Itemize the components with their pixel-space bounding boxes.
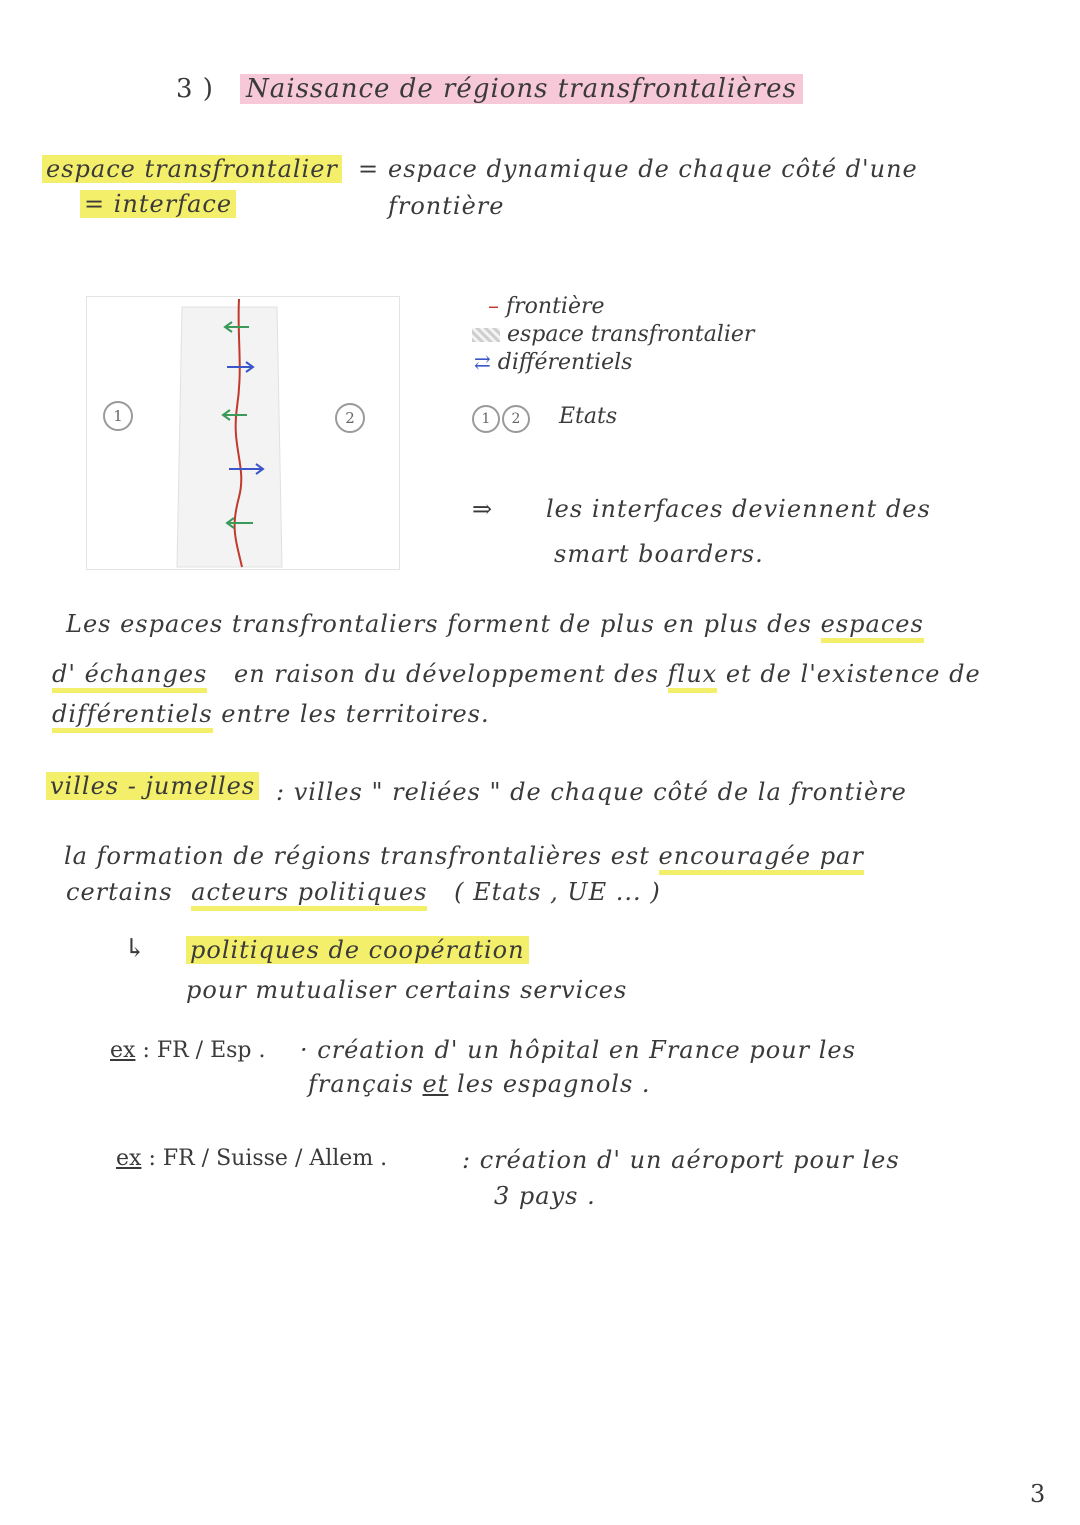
paragraph-line1 bbox=[66, 610, 924, 638]
definition-meaning-line1: espace dynamique de chaque côté d'une bbox=[388, 155, 918, 183]
formation-l2-highlight: acteurs politiques bbox=[191, 878, 427, 911]
formation-line2 bbox=[66, 878, 661, 906]
state-2-marker: 2 bbox=[335, 403, 365, 433]
conclusion-line1: les interfaces deviennent des bbox=[546, 495, 931, 523]
definition-meaning-line2: frontière bbox=[388, 192, 505, 220]
state-1-legend-icon: 1 bbox=[472, 405, 500, 433]
example-2-header bbox=[116, 1146, 387, 1171]
paragraph-l3-highlight: différentiels bbox=[52, 700, 213, 733]
paragraph-l3-text: entre les territoires. bbox=[221, 700, 490, 728]
example-1-line1: · création d' un hôpital en France pour les bbox=[300, 1036, 856, 1064]
hook-arrow-icon: ↳ bbox=[124, 934, 147, 964]
red-line-icon: – bbox=[488, 294, 499, 319]
border-diagram-drawing bbox=[87, 297, 399, 569]
paragraph-line2 bbox=[52, 660, 981, 688]
formation-l2-text-c: ( Etats , UE ... ) bbox=[454, 878, 661, 906]
conclusion-line2: smart boarders. bbox=[554, 540, 764, 568]
example-1-line2-c: les espagnols . bbox=[457, 1070, 651, 1098]
state-2-legend-icon: 2 bbox=[502, 405, 530, 433]
example-2-label: ex bbox=[116, 1146, 142, 1171]
formation-l1-highlight: encouragée par bbox=[659, 842, 864, 875]
paragraph-l2-text-b: en raison du développement des bbox=[233, 660, 659, 688]
twin-cities-definition: : villes " reliées " de chaque côté de la frontière bbox=[276, 778, 907, 806]
paragraph-line3 bbox=[52, 700, 490, 728]
example-1-line2-b: et bbox=[422, 1070, 449, 1098]
paragraph-l2-highlight-a: d' échanges bbox=[52, 660, 207, 693]
legend-differentials-label: différentiels bbox=[497, 350, 633, 375]
legend-space-label: espace transfrontalier bbox=[507, 322, 755, 347]
transborder-space-zone bbox=[177, 307, 282, 567]
example-2-countries: : FR / Suisse / Allem . bbox=[148, 1146, 388, 1171]
cooperation-detail: pour mutualiser certains services bbox=[186, 976, 628, 1004]
legend-differentials bbox=[474, 350, 632, 375]
paragraph-l1-text: Les espaces transfrontaliers forment de plus en plus des bbox=[66, 610, 812, 638]
border-diagram bbox=[86, 296, 400, 570]
example-1-line2 bbox=[308, 1070, 651, 1098]
double-arrow-icon: ⇄ bbox=[474, 350, 491, 374]
paragraph-l1-highlight: espaces bbox=[821, 610, 924, 643]
section-number: 3 ) bbox=[176, 74, 214, 104]
paragraph-l2-text-d: et de l'existence de bbox=[725, 660, 981, 688]
legend-states-label: Etats bbox=[559, 404, 618, 429]
implies-arrow-icon: ⇒ bbox=[472, 495, 494, 523]
hatched-area-icon bbox=[472, 328, 500, 342]
definition-term: espace transfrontalier bbox=[42, 155, 342, 183]
example-2-line1: : création d' un aéroport pour les bbox=[462, 1146, 900, 1174]
formation-l2-text-a: certains bbox=[66, 878, 173, 906]
state-1-marker: 1 bbox=[103, 401, 133, 431]
section-title: Naissance de régions transfrontalières bbox=[240, 74, 803, 104]
twin-cities-term: villes - jumelles bbox=[46, 772, 259, 800]
definition-equals: = bbox=[358, 155, 380, 183]
legend-states bbox=[472, 404, 617, 433]
example-2-line2: 3 pays . bbox=[494, 1182, 596, 1210]
example-1-header bbox=[110, 1038, 266, 1063]
legend-border bbox=[488, 294, 605, 319]
example-1-label: ex bbox=[110, 1038, 136, 1063]
paragraph-l2-highlight-c: flux bbox=[668, 660, 718, 693]
formation-line1 bbox=[64, 842, 864, 870]
formation-l1-text: la formation de régions transfrontalières est bbox=[64, 842, 650, 870]
legend-space bbox=[472, 322, 754, 347]
legend-border-label: frontière bbox=[506, 294, 605, 319]
cooperation-term: politiques de coopération bbox=[186, 936, 529, 964]
example-1-countries: : FR / Esp . bbox=[142, 1038, 266, 1063]
definition-synonym: = interface bbox=[80, 190, 236, 218]
example-1-line2-a: français bbox=[308, 1070, 414, 1098]
page-number: 3 bbox=[1030, 1480, 1047, 1508]
